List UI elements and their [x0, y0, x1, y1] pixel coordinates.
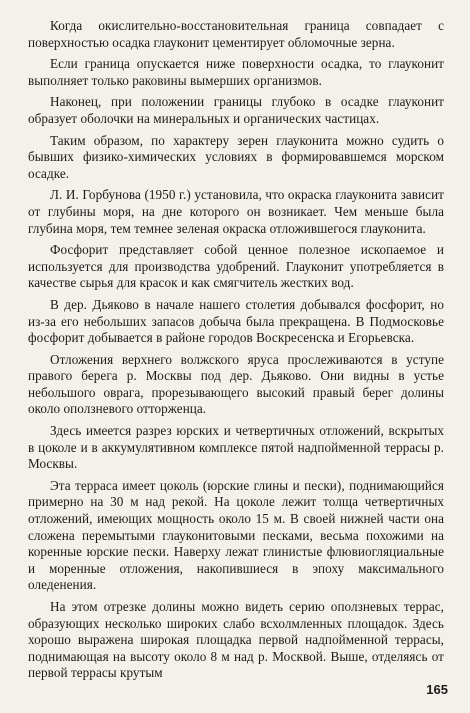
paragraph-section: Здесь имеется разрез юрских и четвертичных отложений, вскрытых в цоколе и в аккумулятивном комплексе пятой надпойменной террасы р. Москвы. [28, 423, 444, 472]
paragraph-glauconite-shells: Если граница опускается ниже поверхности осадка, то глауконит выполняет только раковины вымерших организмов. [28, 56, 444, 88]
page-number: 165 [426, 682, 448, 697]
paragraph-landslide-terraces: На этом отрезке долины можно видеть серию оползневых террас, образующих несколько широких слабо всхолмленных площадок. Здесь хорошо выражена широкая площадка первой надпойменной террасы, поднимающая на высоту около 8 м над р. Москвой. Выше, отделяясь от первой террасы крутым [28, 599, 444, 681]
paragraph-phosphorite-uses: Фосфорит представляет собой ценное полезное ископаемое и используется для производства удобрений. Глауконит употребляется в качестве сырья для красок и как смягчитель жестких вод. [28, 242, 444, 291]
paragraph-glauconite-coatings: Наконец, при положении границы глубоко в осадке глауконит образует оболочки на минеральных и органических частицах. [28, 94, 444, 126]
paragraph-volga-stage: Отложения верхнего волжского яруса прослеживаются в уступе правого берега р. Москвы под дер. Дьяково. Они видны в устье небольшого оврага, прорезывающего высокий правый берег долины около оползневого отторженца. [28, 351, 444, 417]
paragraph-gorbunova: Л. И. Горбунова (1950 г.) установила, что окраска глауконита зависит от глубины моря, на дне которого он возникает. Чем меньше была глубина моря, тем темнее зеленая окраска отложившегося глауконита. [28, 187, 444, 236]
paragraph-dyakovo-mining: В дер. Дьяково в начале нашего столетия добывался фосфорит, но из-за его небольших запасов добыча была прекращена. В Подмосковье фосфорит добывается в районе городов Воскресенска и Егорьевска. [28, 296, 444, 346]
paragraph-terrace-socle: Эта терраса имеет цоколь (юрские глины и пески), поднимающийся примерно на 30 м над рекой. На цоколе лежит толща четвертичных отложений, имеющих мощность около 15 м. В своей нижней части она сложена перемытыми глауконитовыми песками, весьма похожими на коренные юрские пески. Наверху лежат глинистые флювиогляциальные и моренные отложения, накопившиеся в эпоху максимального оледенения. [28, 477, 444, 593]
paragraph-grain-character: Таким образом, по характеру зерен глауконита можно судить о бывших физико-химических условиях в формировавшемся морском осадке. [28, 132, 444, 181]
paragraph-glauconite-cement: Когда окислительно-восстановительная граница совпадает с поверхностью осадка глауконит цементирует обломочные зерна. [28, 18, 444, 50]
